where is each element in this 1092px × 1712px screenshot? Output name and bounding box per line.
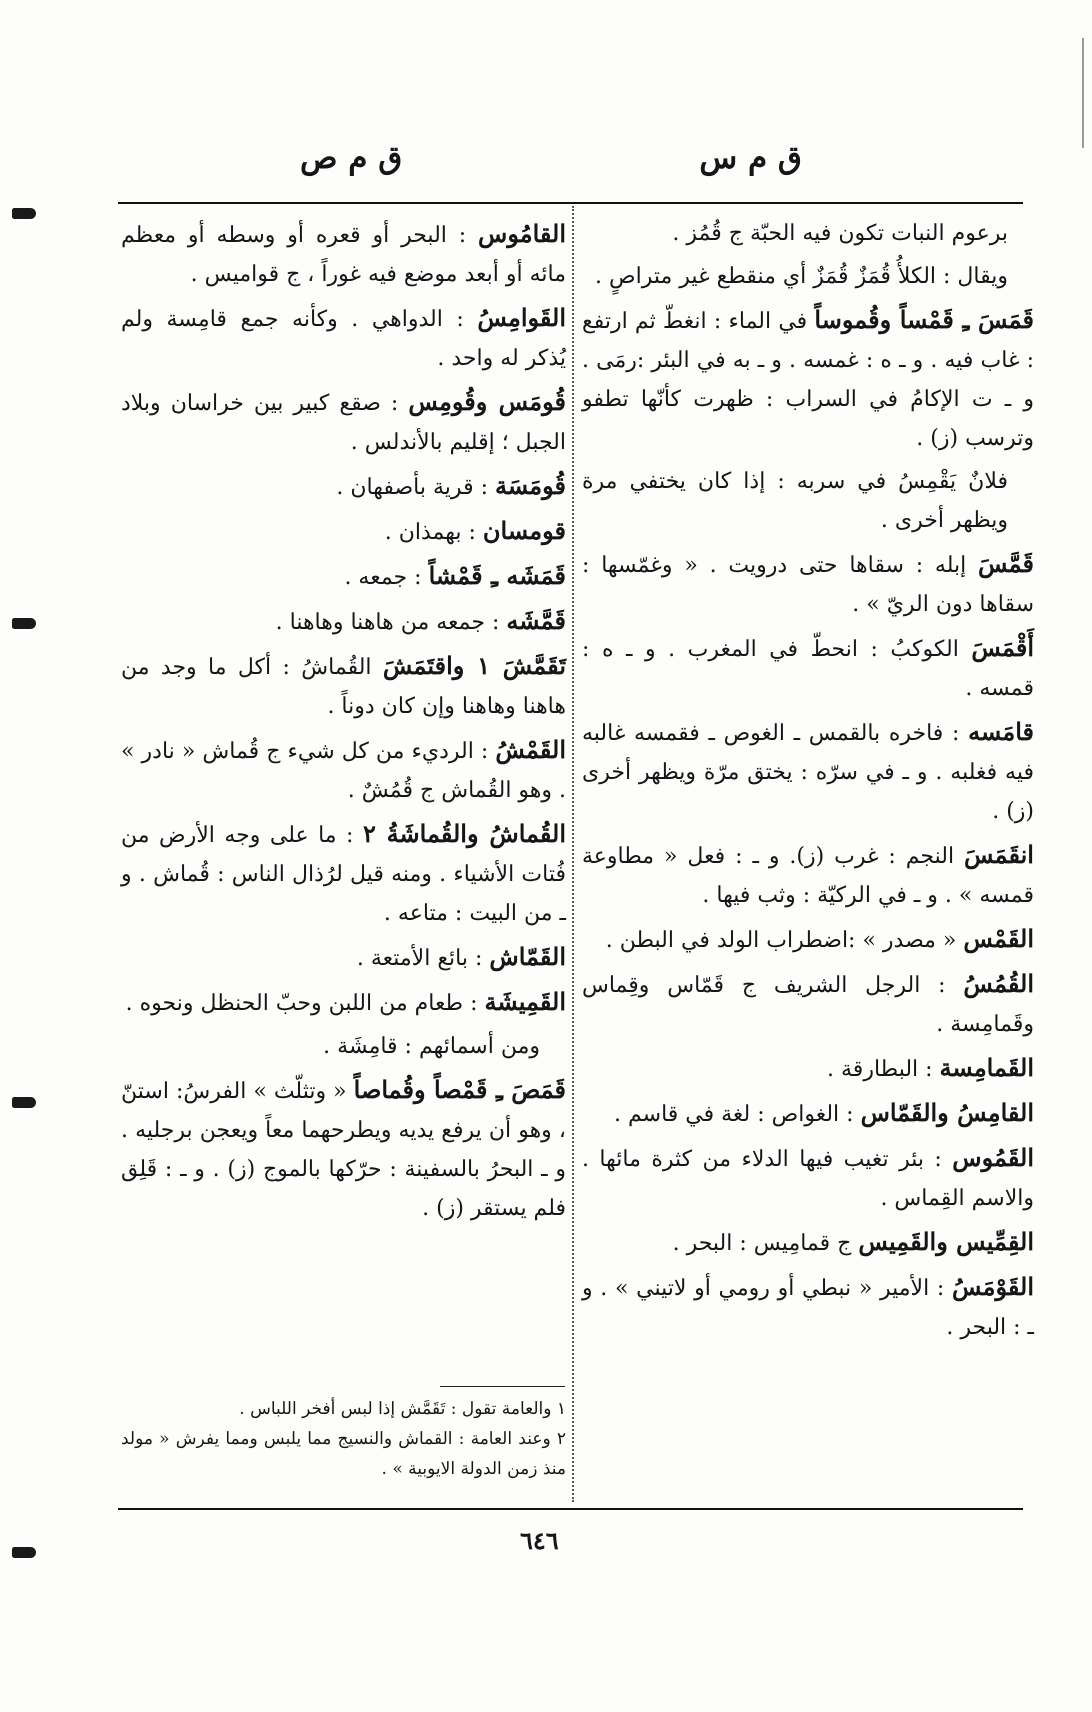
definition: : الدواهي . وكأنه جمع قامِسة ولم يُذكر له واحد . bbox=[121, 307, 566, 371]
entry-body bbox=[582, 462, 1034, 540]
dictionary-entry bbox=[121, 382, 566, 462]
definition: : الرجل الشريف ج قَمّاس وقِماس وقَمامِسة . bbox=[582, 973, 1034, 1037]
dictionary-entry bbox=[121, 298, 566, 378]
headword: القَمْس bbox=[963, 924, 1034, 953]
dictionary-entry bbox=[121, 214, 566, 294]
column-divider bbox=[572, 206, 574, 1502]
entry-body bbox=[582, 214, 1034, 253]
entry-body bbox=[582, 1048, 1034, 1089]
headword: انقَمَسَ bbox=[964, 840, 1034, 869]
dictionary-entry bbox=[582, 919, 1034, 960]
definition: برعوم النبات تكون فيه الحبّة ج قُمُز . bbox=[672, 221, 1008, 246]
headword: قَمَصَ ـِ قَمْصاً وقُماصاً bbox=[353, 1075, 566, 1104]
header-rule bbox=[118, 202, 1023, 204]
headword: قامَسه bbox=[968, 717, 1034, 746]
entry-body bbox=[121, 601, 566, 642]
headword: قَمَسَ ـِ قَمْساً وقُموساً bbox=[814, 305, 1034, 334]
definition: : فاخره بالقمس ـ الغوص ـ فقمسه غالبه فيه فغلبه . و ـ في سرّه : يختق مرّة ويظهر أخرى (ز) . bbox=[582, 721, 1034, 824]
entry-body bbox=[121, 730, 566, 810]
definition: : جمعه . bbox=[344, 565, 422, 590]
dictionary-entry bbox=[582, 628, 1034, 708]
headword: القَمْشُ bbox=[495, 735, 566, 764]
entry-body bbox=[121, 982, 566, 1023]
binding-mark bbox=[12, 208, 36, 219]
headword: القَوْمَسُ bbox=[952, 1272, 1035, 1301]
headword: القَمّاش bbox=[489, 942, 566, 971]
entry-body bbox=[582, 919, 1034, 960]
footer-rule bbox=[118, 1508, 1023, 1510]
dictionary-entry bbox=[582, 1267, 1034, 1347]
left-column bbox=[121, 214, 566, 1232]
headword: القُمُسُ bbox=[963, 969, 1035, 998]
definition: القُماشُ : أكل ما وجد من هاهنا وهاهنا وإن كان دوناً . bbox=[121, 655, 566, 719]
entry-body bbox=[582, 628, 1034, 708]
entry-body bbox=[582, 1138, 1034, 1218]
definition: : جمعه من هاهنا وهاهنا . bbox=[275, 610, 500, 635]
dictionary-entry bbox=[582, 1138, 1034, 1218]
definition: ومن أسمائهم : قامِشَة . bbox=[323, 1034, 540, 1059]
definition: : صقع كبير بين خراسان وبلاد الجبل ؛ إقليم بالأندلس . bbox=[121, 391, 566, 455]
dictionary-entry bbox=[582, 964, 1034, 1044]
footnotes bbox=[121, 1394, 566, 1484]
right-column bbox=[582, 214, 1034, 1351]
binding-mark bbox=[12, 618, 36, 629]
definition: : البحر أو قعره أو وسطه أو معظم مائه أو أبعد موضع فيه غوراً ، ج قواميس . bbox=[121, 223, 566, 287]
entry-body bbox=[582, 712, 1034, 831]
definition: : البطارقة . bbox=[827, 1057, 933, 1082]
entry-body bbox=[582, 1222, 1034, 1263]
definition: ج قمامِيس : البحر . bbox=[672, 1231, 852, 1256]
definition: ويقال : الكلأُ قُمَزٌ قُمَزٌ أي منقطع غير متراصٍ . bbox=[595, 264, 1008, 289]
definition: : طعام من اللبن وحبّ الحنظل ونحوه . bbox=[125, 991, 478, 1016]
footnote-rule bbox=[440, 1386, 565, 1387]
dictionary-entry bbox=[121, 937, 566, 978]
headword: القَمِيشَة bbox=[484, 987, 566, 1016]
entry-body bbox=[582, 1093, 1034, 1134]
headword: تَقَمَّشَ ١ واقتَمَشَ bbox=[382, 651, 566, 680]
dictionary-entry bbox=[121, 556, 566, 597]
entry-body bbox=[121, 382, 566, 462]
dictionary-entry bbox=[121, 982, 566, 1023]
definition: : الغواص : لغة في قاسم . bbox=[614, 1102, 854, 1127]
headword: القِمِّيس والقَمِيس bbox=[858, 1227, 1034, 1256]
entry-body bbox=[121, 646, 566, 726]
dictionary-entry bbox=[582, 544, 1034, 624]
dictionary-entry bbox=[121, 814, 566, 933]
definition: : الرديء من كل شيء ج قُماش « نادر » . وهو القُماش ج قُمُشٌ . bbox=[121, 739, 566, 803]
dictionary-entry bbox=[582, 300, 1034, 458]
dictionary-entry bbox=[121, 646, 566, 726]
definition: « مصدر » :اضطراب الولد في البطن . bbox=[605, 928, 957, 953]
entry-body bbox=[121, 1027, 566, 1066]
entry-body bbox=[582, 1267, 1034, 1347]
definition: الكوكبُ : انحطّ في المغرب . و ـ ه : قمسه . bbox=[582, 637, 1034, 701]
dictionary-entry bbox=[582, 835, 1034, 915]
entry-body bbox=[582, 964, 1034, 1044]
headword: القُماشُ والقُماشَةُ ٢ bbox=[362, 819, 566, 848]
dictionary-entry bbox=[121, 1070, 566, 1228]
headword: القَمُوس bbox=[952, 1143, 1034, 1172]
headword: القامِسُ والقَمّاس bbox=[860, 1098, 1034, 1127]
footnote-1: ١ والعامة تقول : تَقَمَّش إذا لبس أفخر اللباس . bbox=[239, 1399, 566, 1419]
definition: : الأمير « نبطي أو رومي أو لاتيني » . و ـ : البحر . bbox=[582, 1276, 1034, 1340]
entry-body bbox=[582, 300, 1034, 458]
entry-body bbox=[121, 298, 566, 378]
headword: قَمَّشَه bbox=[506, 606, 566, 635]
definition: إبله : سقاها حتى درويت . « وغمّسها : سقاها دون الريّ » . bbox=[582, 553, 1034, 617]
entry-body bbox=[582, 835, 1034, 915]
headword: قومسان bbox=[482, 516, 566, 545]
headword: أَقْمَسَ bbox=[971, 633, 1034, 662]
footnote-2: ٢ وعند العامة : القماش والنسيج مما يلبس ومما يفرش « مولد منذ زمن الدولة الايوبية » . bbox=[121, 1429, 566, 1479]
dictionary-entry bbox=[582, 1093, 1034, 1134]
definition: : بائع الأمتعة . bbox=[356, 946, 483, 971]
dictionary-entry bbox=[121, 466, 566, 507]
entry-body bbox=[121, 814, 566, 933]
definition: : بئر تغيب فيها الدلاء من كثرة مائها . والاسم القِماس . bbox=[582, 1147, 1034, 1211]
dictionary-entry bbox=[582, 214, 1034, 253]
definition: « وتثلّث » الفرسُ: استنّ ، وهو أن يرفع يديه ويطرحهما معاً ويعجن برجليه . و ـ البحرُ بالسفينة : حرّكها بالموج (ز) . و ـ : قَلِق فلم يستقر (ز) . bbox=[121, 1079, 566, 1221]
definition: : قرية بأصفهان . bbox=[336, 475, 488, 500]
dictionary-entry bbox=[121, 511, 566, 552]
dictionary-entry bbox=[582, 462, 1034, 540]
entry-body bbox=[582, 544, 1034, 624]
headword: القامُوس bbox=[478, 219, 566, 248]
dictionary-entry bbox=[582, 1048, 1034, 1089]
definition: : ما على وجه الأرض من فُتات الأشياء . ومنه قيل لرُذال الناس : قُماش . و ـ من البيت : متاعه . bbox=[121, 823, 566, 926]
entry-body bbox=[121, 1070, 566, 1228]
dictionary-entry bbox=[582, 257, 1034, 296]
dictionary-entry bbox=[121, 730, 566, 810]
definition: النجم : غرب (ز). و ـ : فعل « مطاوعة قمسه » . و ـ في الركيّة : وثب فيها . bbox=[582, 844, 1034, 908]
dictionary-entry bbox=[582, 1222, 1034, 1263]
entry-body bbox=[121, 937, 566, 978]
dictionary-entry bbox=[121, 601, 566, 642]
running-header-left: ق م ص bbox=[300, 140, 403, 176]
page-number: ٦٤٦ bbox=[520, 1526, 559, 1555]
headword: قَمَشَه ـِ قَمْشاً bbox=[428, 561, 566, 590]
page-edge-shadow bbox=[1082, 38, 1084, 148]
headword: قُومَسَة bbox=[494, 471, 566, 500]
entry-body bbox=[121, 556, 566, 597]
entry-body bbox=[121, 466, 566, 507]
dictionary-entry bbox=[582, 712, 1034, 831]
entry-body bbox=[121, 214, 566, 294]
running-header-right: ق م س bbox=[699, 140, 802, 176]
headword: القَوامِسُ bbox=[477, 303, 566, 332]
headword: القَمامِسة bbox=[939, 1053, 1034, 1082]
binding-mark bbox=[12, 1547, 36, 1558]
dictionary-entry bbox=[121, 1027, 566, 1066]
entry-body bbox=[582, 257, 1034, 296]
definition: في الماء : انغطّ ثم ارتفع : غاب فيه . و ـ ه : غمسه . و ـ به في البئر :رمَى . و ـ ت الإكامُ في السراب : ظهرت كأنّها تطفو وترسب (ز) . bbox=[582, 309, 1034, 451]
headword: قُومَس وقُومِس bbox=[408, 387, 567, 416]
binding-mark bbox=[12, 1097, 36, 1108]
definition: : بهمذان . bbox=[384, 520, 476, 545]
headword: قَمَّسَ bbox=[978, 549, 1034, 578]
entry-body bbox=[121, 511, 566, 552]
definition: فلانٌ يَقْمِسُ في سربه : إذا كان يختفي مرة ويظهر أخرى . bbox=[582, 469, 1008, 533]
